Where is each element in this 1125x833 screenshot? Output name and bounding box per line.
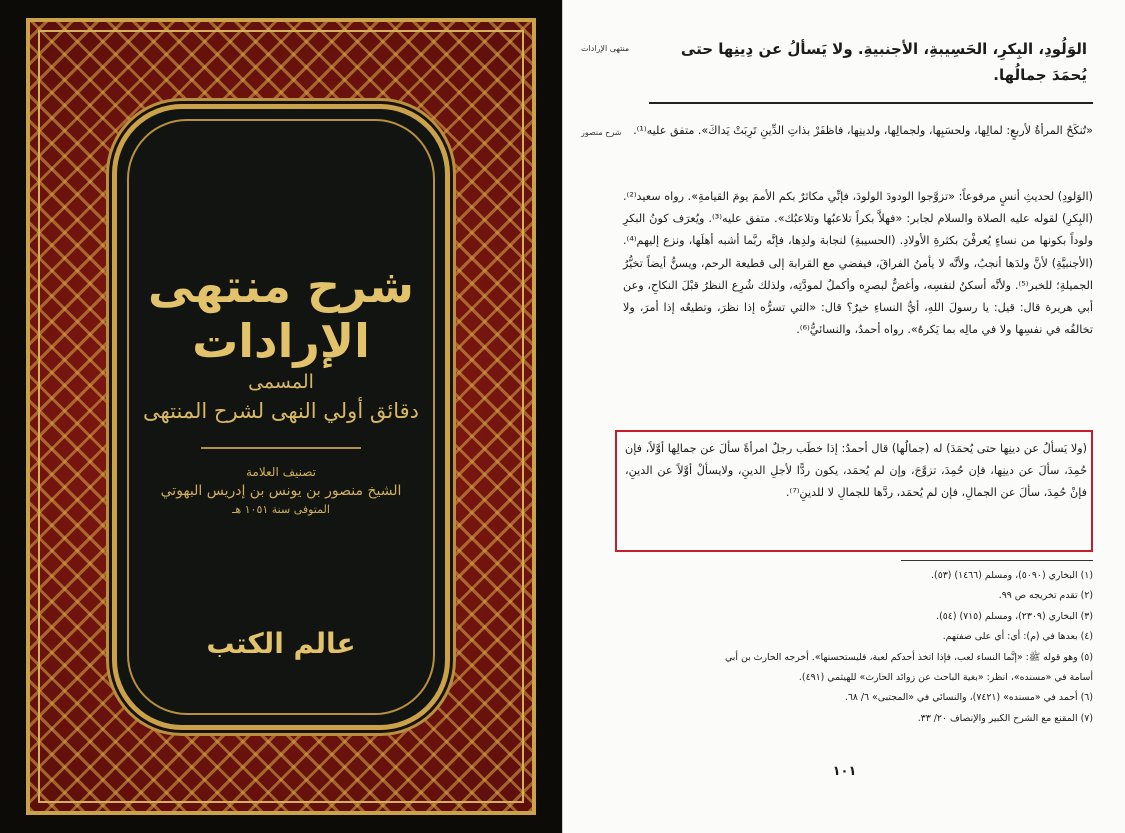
cover-publisher: عالم الكتب bbox=[206, 627, 356, 660]
cover-divider bbox=[201, 447, 361, 449]
footnotes bbox=[623, 566, 1093, 729]
footnote-item: (٤) بعدها في (م): أي: أي على صفتهم. bbox=[942, 631, 1093, 643]
side-label-matn: منتهى الإرادات bbox=[581, 44, 630, 53]
page-number: ١٠١ bbox=[832, 764, 857, 779]
footnote-item: (١) البخاري (٥٠٩٠)، ومسلم (١٤٦٦) (٥٣). bbox=[931, 570, 1093, 581]
matn-divider bbox=[649, 102, 1093, 104]
cover-title-panel bbox=[112, 104, 450, 730]
commentary-paragraph-2: (الوَلودِ) لحديثِ أنسٍ مرفوعاً: «تزوَّجوا الودودَ الولودَ، فإنِّي مكاثرٌ بكم الأممَ يومَ القيامةِ». رواه سعيد⁽²⁾. (البِكرِ) لقوله عليه الصلاة والسلام لجابر: «فهلاَّ بكراً تلاعبُها وتلاعبُك». متفق عليه⁽³⁾. ويُعرَف كونُ البكرِ ولوداً بكونها من نساءٍ يُعرفْنَ بكثرةِ الأولادِ. (الحسيبةِ) لنجابة ولدِها، فإنَّه ربَّما أشبه أهلَها، ونزع إليهم⁽⁴⁾. (الأجنبيَّةِ) لأنَّ ولدَها أنجبُ، ولأنَّه لا يأمنُ الفراقَ، فيفضي مع القرابة إلى قطيعة الرحم، ويسنُّ أيضاً تخيُّرُ الجميلةِ؛ للخبر⁽⁵⁾. ولأنَّه أسكنُ لنفسِه، وأغضُّ لبصرِه وأكملُ لمودَّتِه، ولذلك شُرِع النظرُ قبْلَ النكاحِ، وعن أبي هريرة قال: قيل: يا رسولَ اللهِ، أيُّ النساءِ خيرٌ؟ قال: «التي تسرُّه إذا نظرَ، وتطيعُه إذا أمرَ، ولا تخالفُه في نفسِها ولا في مالِه بما يَكرهُ». رواه أحمدُ، والنسائيُّ⁽⁶⁾. bbox=[623, 190, 1094, 337]
cover-author-death: المتوفى سنة ١٠٥١ هـ bbox=[232, 503, 330, 516]
footnote-item: (٥) وهو قوله ﷺ: «إنَّما النساء لعب، فإذا اتخذ أحدكم لعبة، فليستحسنها». أخرجه الحارث بن أبي bbox=[724, 651, 1093, 663]
footnote-item: (٧) المقنع مع الشرح الكبير والإنصاف ٢٠/ ٣٣. bbox=[917, 712, 1093, 724]
cover-ornamental-frame bbox=[26, 18, 536, 815]
matn-text: الوَلُودِ، البِكرِ، الحَسِيبةِ، الأجنبيةِ. ولا يَسألُ عن دِينِها حتى يُحمَدَ جمالُها. bbox=[680, 40, 1087, 84]
cover-called: المسمى bbox=[248, 371, 314, 393]
footnote-item: (٣) البخاري (٢٣٠٩)، ومسلم (٧١٥) (٥٤). bbox=[936, 610, 1093, 622]
commentary-paragraph-3: (ولا يَسألُ عن دينِها حتى يُحمَدَ) له (جمالُها) قال أحمدُ: إذا خطَب رجلٌ امرأةً سألَ عن جمالِها أوَّلاً، فإن حُمِدَ، سألَ عن دينِها، فإن حُمِدَ، تزوَّجَ، وإن لم يُحمَد، يكون ردًّا لأجلِ الدينِ، ولايسألْ أوَّلاً عن الدينِ، فإنْ حُمِدَ، سألَ عن الجمالِ، فإن لم يُحمَد، ردَّها للجمالِ لا للدينِ⁽⁷⁾. bbox=[625, 442, 1087, 500]
cover-title: شرح منتهى الإرادات bbox=[148, 259, 414, 369]
footnote-item: (٢) تقدم تخريجه ص ٩٩. bbox=[998, 590, 1093, 602]
footnote-divider bbox=[901, 560, 1093, 561]
cover-author-prefix: تصنيف العلامة bbox=[245, 465, 317, 479]
cover-subtitle: دقائق أولي النهى لشرح المنتهى bbox=[143, 399, 419, 423]
side-label-sharh: شرح منصور bbox=[581, 128, 622, 137]
footnote-item: أسامة في «مسنده»، انظر: «بغية الباحث عن زوائد الحارث» للهيثمي (٤٩١). bbox=[798, 672, 1093, 684]
cover-author: الشيخ منصور بن يونس بن إدريس البهوتي bbox=[160, 483, 402, 499]
book-page bbox=[562, 0, 1125, 833]
commentary-paragraph-1: «تُنكَحُ المرأةُ لأربعٍ: لمالِها، ولحسَبِها، ولجمالِها، ولدينِها، فاظفَرْ بذاتِ الدِّينِ تَرِبَتْ يَداكَ». متفق عليه⁽¹⁾. bbox=[633, 124, 1093, 137]
book-cover bbox=[0, 0, 562, 833]
highlight-box bbox=[615, 430, 1093, 552]
footnote-item: (٦) أحمد في «مسنده» (٧٤٢١)، والنسائي في «المجتبى» ٦/ ٦٨. bbox=[844, 692, 1093, 704]
